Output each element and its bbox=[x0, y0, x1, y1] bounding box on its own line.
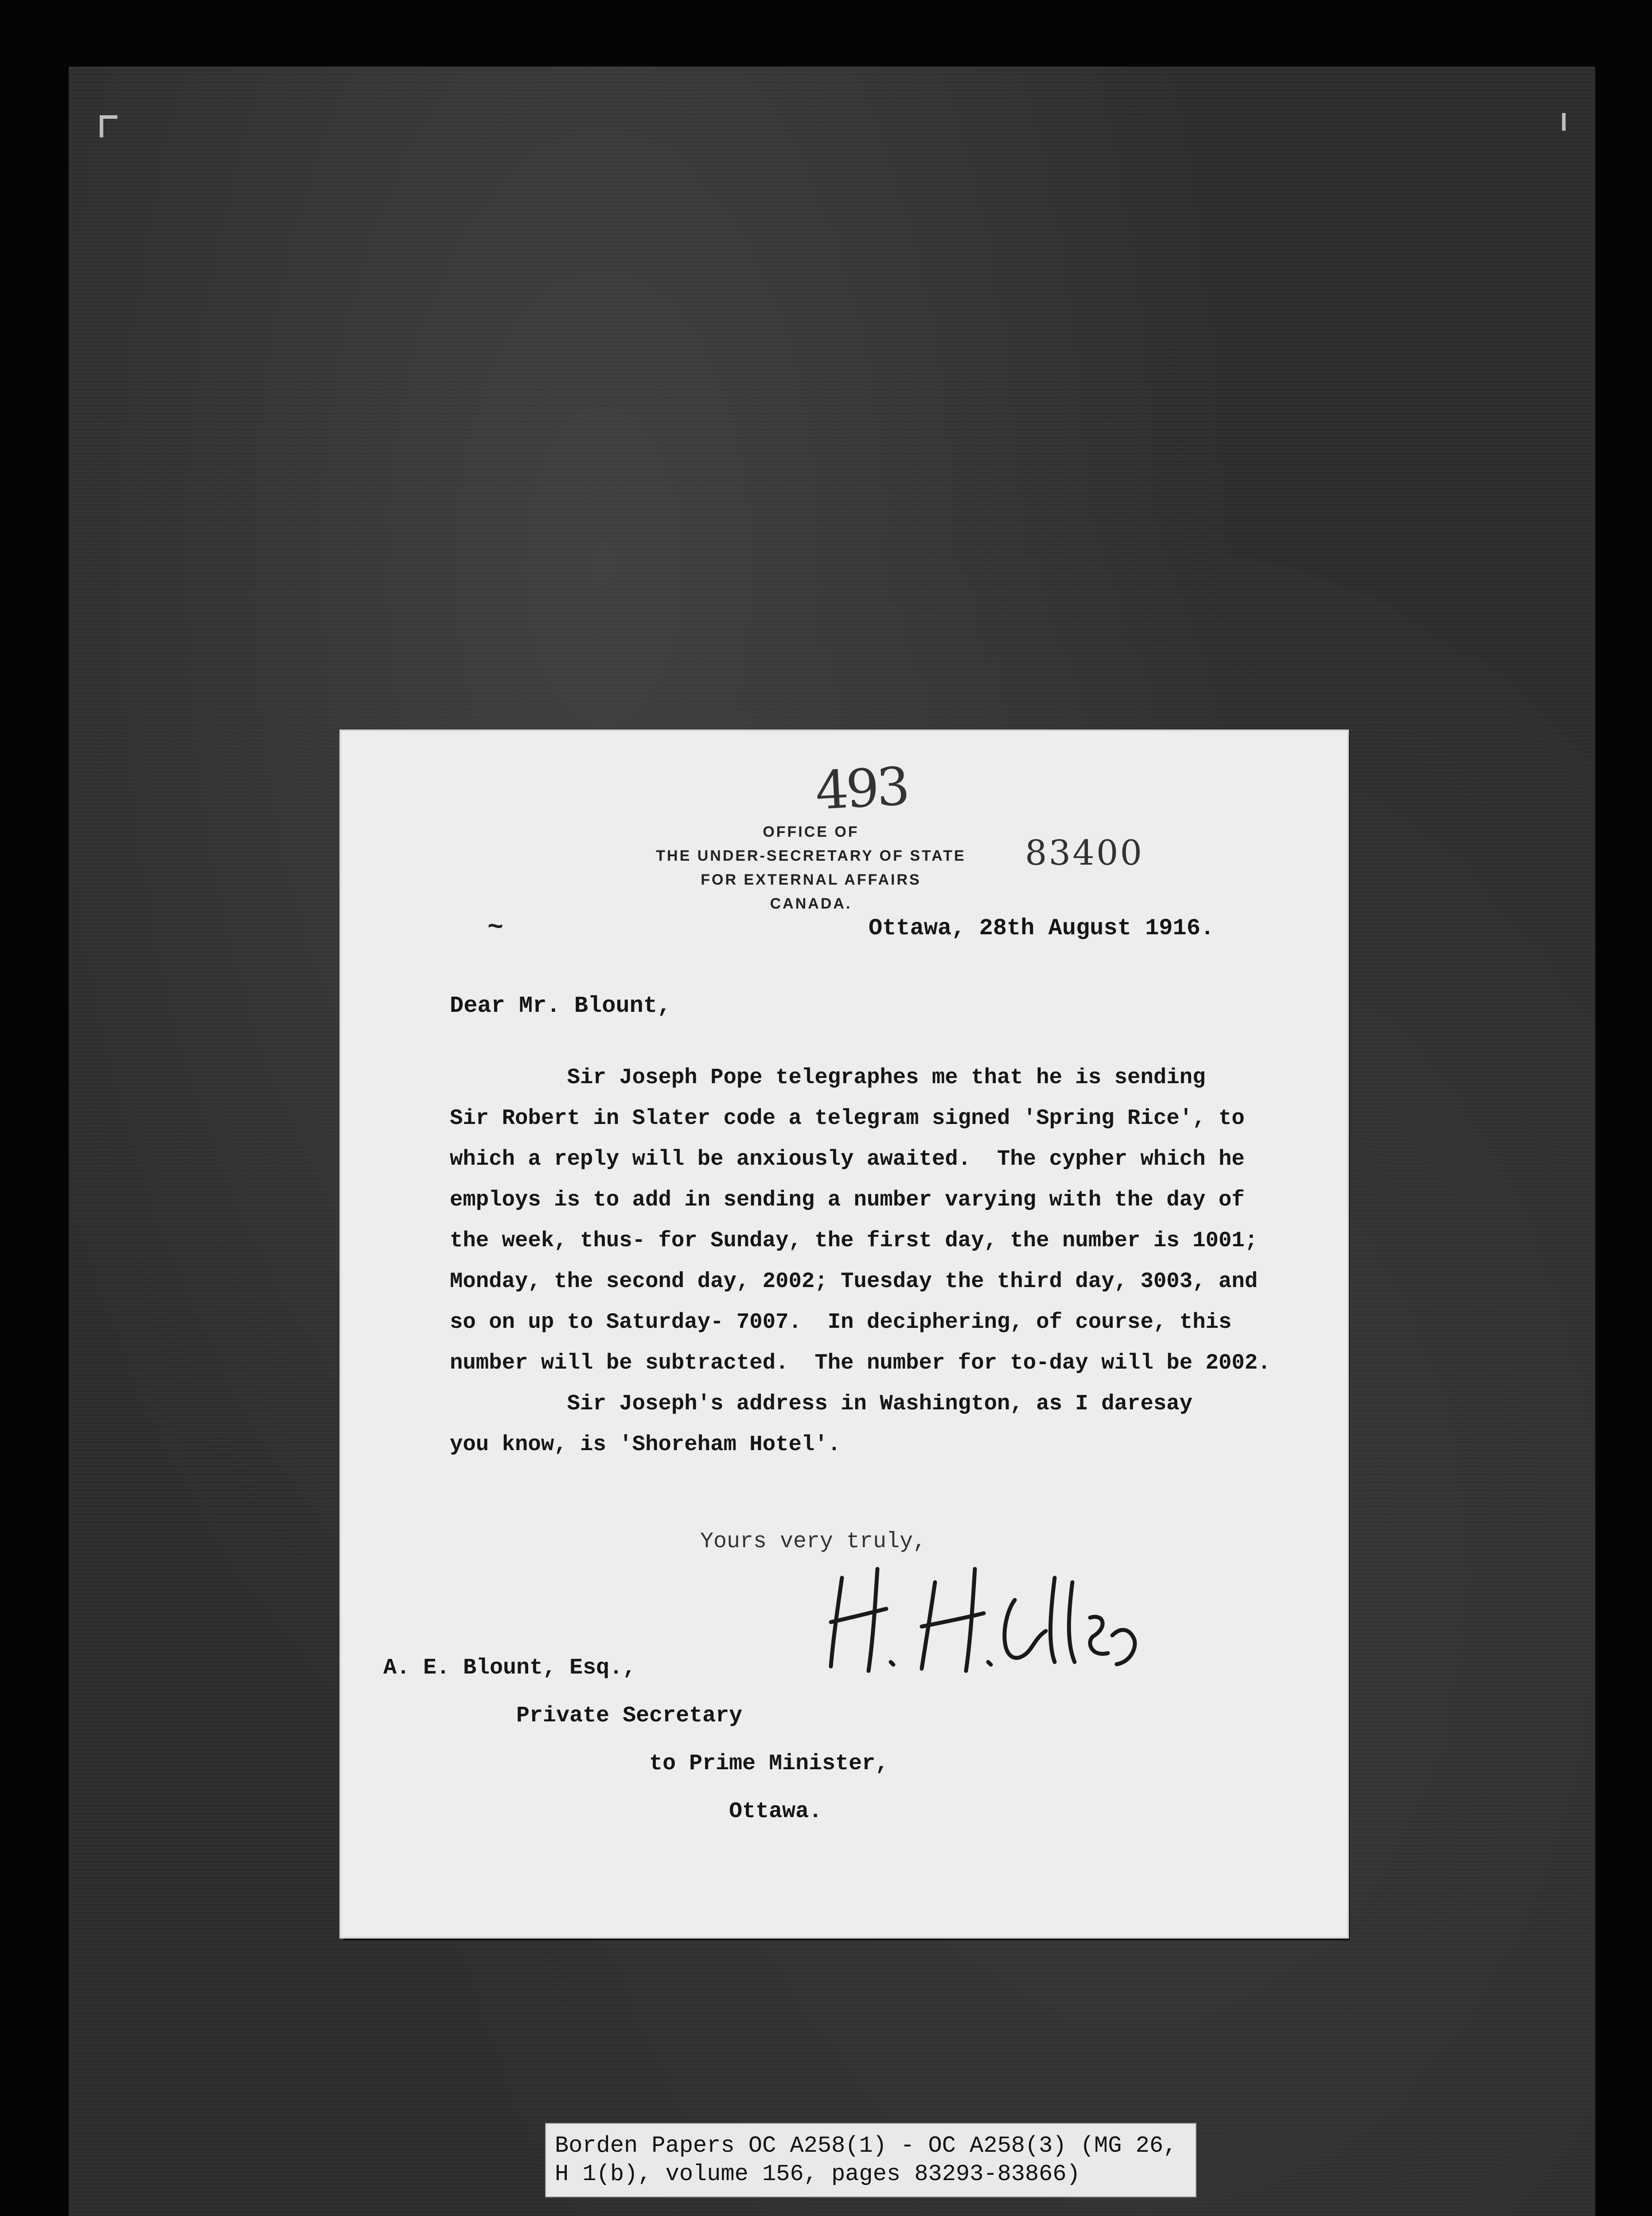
body-line: so on up to Saturday- 7007. In deciphering, of course, this bbox=[450, 1310, 1232, 1334]
folio-number: 493 bbox=[814, 755, 909, 822]
body-line: which a reply will be anxiously awaited. The cypher which he bbox=[450, 1147, 1245, 1171]
crop-mark-top-right bbox=[1562, 113, 1566, 131]
letterhead-line: OFFICE OF bbox=[763, 823, 859, 840]
caption-line: H 1(b), volume 156, pages 83293-83866) bbox=[555, 2161, 1080, 2187]
letterhead-line: CANADA. bbox=[770, 895, 852, 912]
recipient-line: Ottawa. bbox=[383, 1799, 822, 1824]
letterhead-line: FOR EXTERNAL AFFAIRS bbox=[701, 871, 921, 888]
crop-mark-top-left-h bbox=[100, 115, 117, 119]
letterhead bbox=[647, 820, 975, 916]
body-line: number will be subtracted. The number for to-day will be 2002. bbox=[450, 1350, 1271, 1375]
recipient-line: Private Secretary bbox=[383, 1703, 743, 1728]
recipient-address bbox=[383, 1644, 888, 1836]
salutation: Dear Mr. Blount, bbox=[450, 993, 671, 1019]
recipient-line: to Prime Minister, bbox=[383, 1751, 889, 1776]
letterhead-line: THE UNDER-SECRETARY OF STATE bbox=[656, 847, 966, 864]
body-line: employs is to add in sending a number varying with the day of bbox=[450, 1187, 1245, 1212]
pen-mark: ~ bbox=[487, 913, 504, 943]
closing: Yours very truly, bbox=[700, 1529, 927, 1554]
body-line: Sir Joseph Pope telegraphes me that he is sending bbox=[450, 1065, 1206, 1090]
letter-body bbox=[450, 1057, 1327, 1465]
body-line: Sir Robert in Slater code a telegram signed 'Spring Rice', to bbox=[450, 1106, 1245, 1131]
recipient-line: A. E. Blount, Esq., bbox=[383, 1655, 636, 1681]
body-line: Sir Joseph's address in Washington, as I daresay bbox=[450, 1391, 1193, 1416]
document-stamp-number: 83400 bbox=[1025, 833, 1144, 873]
body-line: you know, is 'Shoreham Hotel'. bbox=[450, 1432, 841, 1457]
caption-line: Borden Papers OC A258(1) - OC A258(3) (MG 26, bbox=[555, 2133, 1177, 2159]
collection-caption bbox=[545, 2123, 1196, 2197]
letter-page bbox=[341, 731, 1347, 1937]
dateline: Ottawa, 28th August 1916. bbox=[869, 915, 1215, 941]
body-line: the week, thus- for Sunday, the first day, the number is 1001; bbox=[450, 1228, 1258, 1253]
body-line: Monday, the second day, 2002; Tuesday the third day, 3003, and bbox=[450, 1269, 1258, 1294]
